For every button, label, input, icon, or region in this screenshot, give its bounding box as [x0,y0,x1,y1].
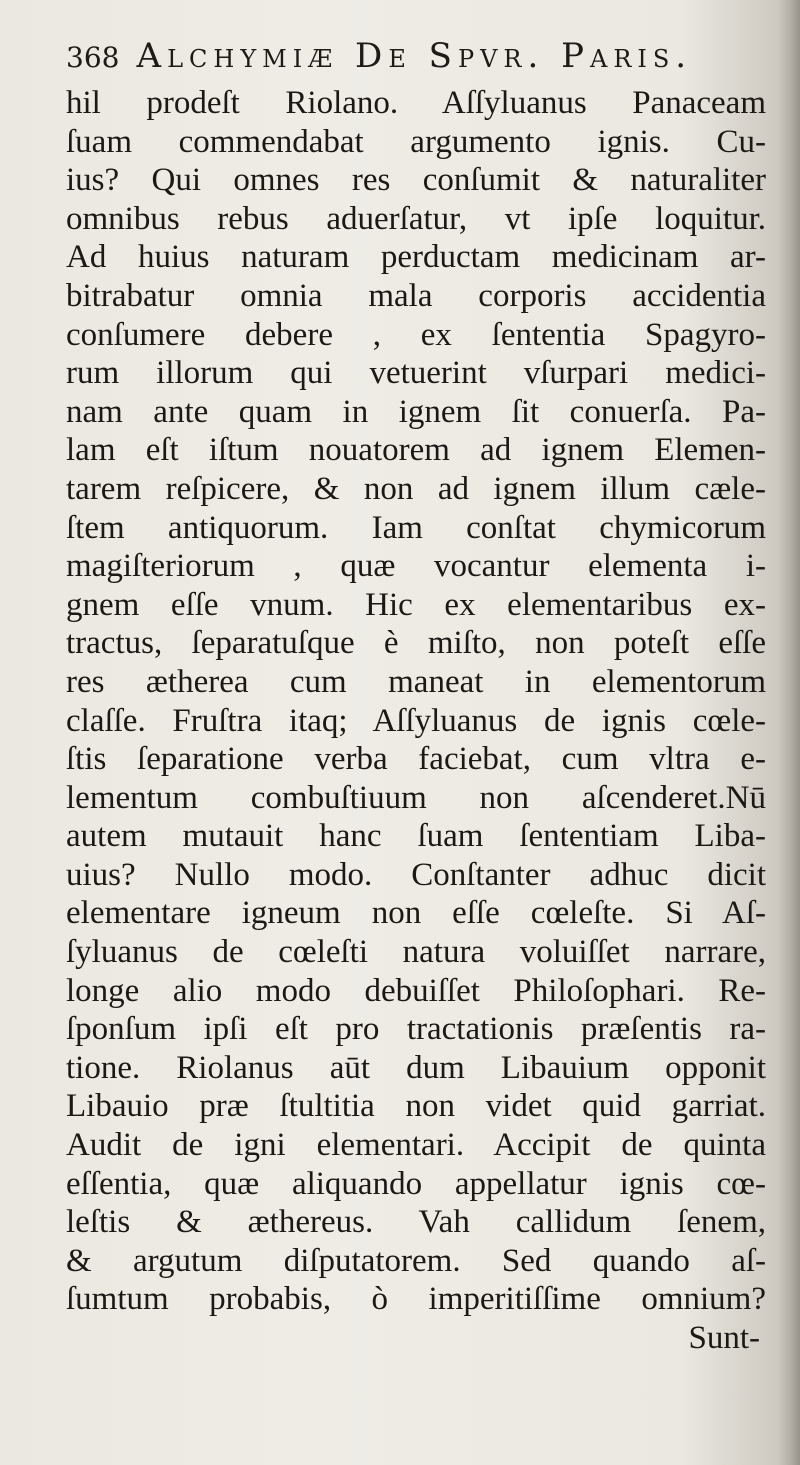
text-line: Ad huius naturam perductam medicinam ar- [66,239,766,276]
text-line: ſuam commendabat argumento ignis. Cu- [66,123,766,160]
text-line: nam ante quam in ignem ſit conuerſa. Pa- [66,393,766,430]
text-line: res ætherea cum maneat in elementorum [66,663,766,700]
text-line: magiſteriorum , quæ vocantur elementa i- [66,548,766,585]
page-edge-shadow [778,0,800,1465]
text-line: ſumtum probabis, ò imperitiſſime omnium? [66,1281,766,1318]
text-line: ſyluanus de cœleſti natura voluiſſet narrare, [66,934,766,971]
text-line: tractus, ſeparatuſque è miſto, non poteſt eſſe [66,625,766,662]
text-line: & argutum diſputatorem. Sed quando aſ- [66,1242,766,1279]
text-line: eſſentia, quæ aliquando appellatur ignis cœ- [66,1165,766,1202]
text-line: lam eſt iſtum nouatorem ad ignem Elemen- [66,432,766,469]
text-line: Audit de igni elementari. Accipit de quinta [66,1127,766,1164]
running-head-title: Alchymiæ De Spvr. Paris. [136,36,693,76]
text-line: ius? Qui omnes res conſumit & naturaliter [66,162,766,199]
text-line: uius? Nullo modo. Conſtanter adhuc dicit [66,856,766,893]
text-line: lementum combuſtiuum non aſcenderet.Nū [66,779,766,816]
text-line: tarem reſpicere, & non ad ignem illum cæle- [66,470,766,507]
text-line: longe alio modo debuiſſet Philoſophari. Re- [66,972,766,1009]
text-line: ſponſum ipſi eſt pro tractationis præſentis ra- [66,1011,766,1048]
text-line: tione. Riolanus aūt dum Libauium opponit [66,1049,766,1086]
text-line: rum illorum qui vetuerint vſurpari medici- [66,355,766,392]
text-line: Libauio præ ſtultitia non videt quid garriat. [66,1088,766,1125]
body-text [66,84,766,1358]
catchword: Sunt- [688,1320,760,1356]
text-line: ſtis ſeparatione verba faciebat, cum vltra e- [66,741,766,778]
text-line: claſſe. Fruſtra itaq; Aſſyluanus de ignis cœle- [66,702,766,739]
text-line: elementare igneum non eſſe cœleſte. Si Aſ- [66,895,766,932]
text-line: hil prodeſt Riolano. Aſſyluanus Panaceam [66,85,766,121]
text-line: ſtem antiquorum. Iam conſtat chymicorum [66,509,766,546]
text-line: gnem eſſe vnum. Hic ex elementaribus ex- [66,586,766,623]
text-line: conſumere debere , ex ſententia Spagyro- [66,316,766,353]
text-line: bitrabatur omnia mala corporis accidentia [66,277,766,314]
page-number: 368 [66,41,120,74]
text-line: autem mutauit hanc ſuam ſententiam Liba- [66,818,766,855]
text-line: omnibus rebus aduerſatur, vt ipſe loquitur. [66,200,766,237]
text-line: leſtis & æthereus. Vah callidum ſenem, [66,1204,766,1241]
running-head [66,36,766,84]
